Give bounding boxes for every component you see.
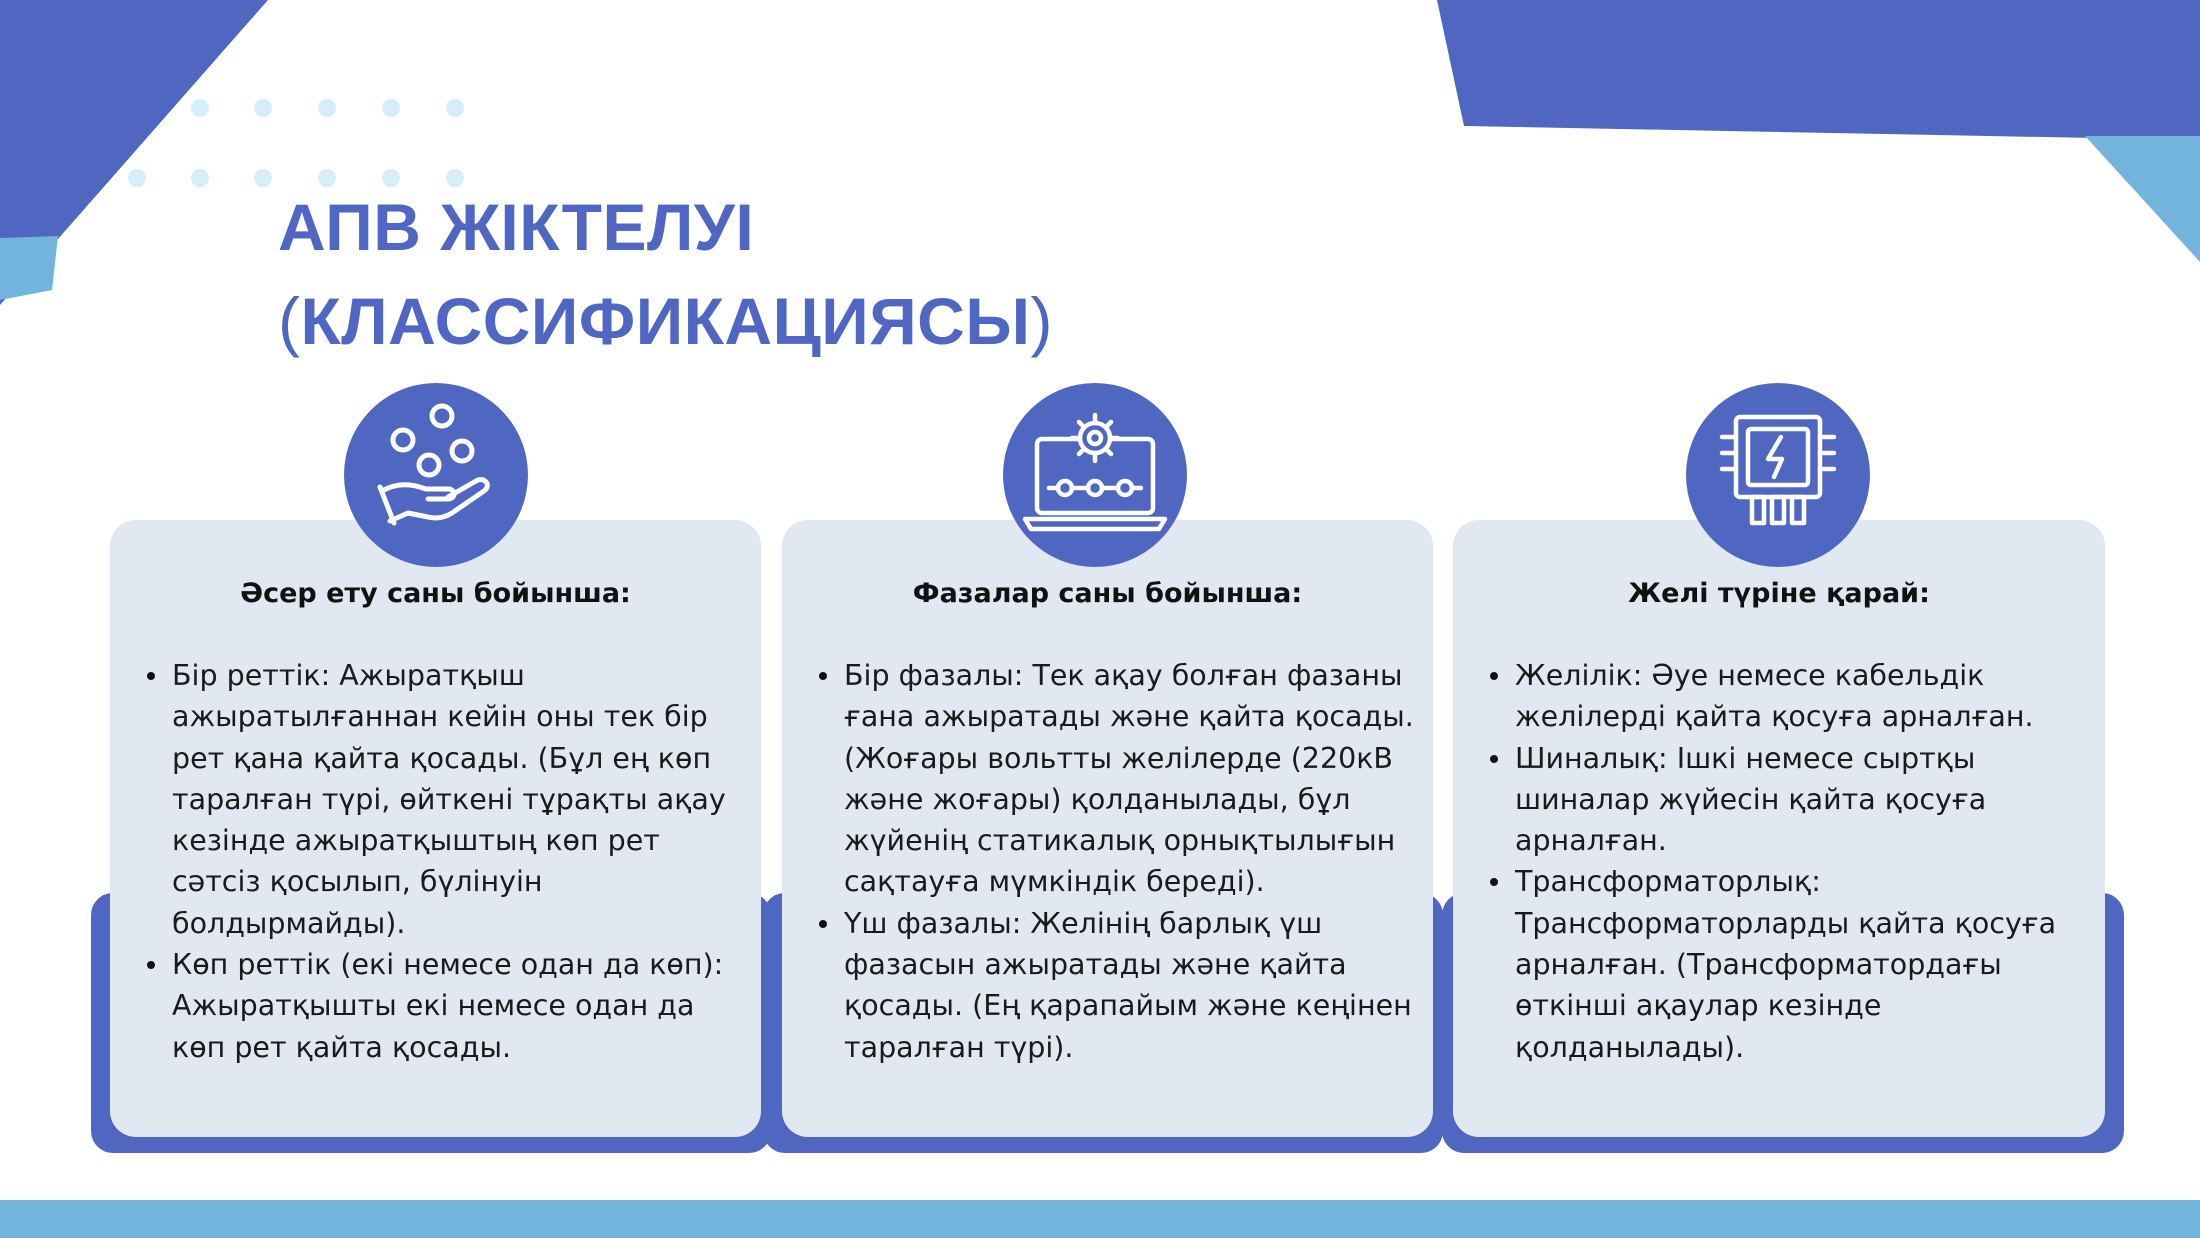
card-heading: Фазалар саны бойынша:: [912, 578, 1303, 609]
card-line-type: [1453, 520, 2105, 1137]
laptop-gear-icon: [1003, 383, 1187, 567]
card-impact-count: [110, 520, 761, 1137]
card-list: [1487, 655, 2087, 1068]
list-item: Желілік: Әуе немесе кабельдік желілерді қайта қосуға арналған.: [1515, 655, 2087, 738]
title-main: АПВ ЖІКТЕЛУІ: [278, 190, 755, 264]
card-heading: Желі түріне қарай:: [1628, 578, 1930, 609]
card-heading: Әсер ету саны бойынша:: [240, 578, 631, 609]
hand-coins-icon: [344, 383, 528, 567]
card-list: [816, 655, 1415, 1068]
title-sub-line: [278, 274, 1053, 368]
slide-title: [278, 180, 1053, 368]
list-item: Бір фазалы: Тек ақау болған фазаны ғана ажыратады және қайта қосады. (Жоғары вольтты желілерде (220кВ және жоғары) қолданылады, бұл жүйенің статикалық орнықтылығын сақтауға мүмкіндік береді).: [844, 655, 1415, 903]
footer-bar: [0, 1200, 2200, 1238]
list-item: Үш фазалы: Желінің барлық үш фазасын ажыратады және қайта қосады. (Ең қарапайым және кеңінен таралған түрі).: [844, 903, 1415, 1068]
list-item: Бір реттік: Ажыратқыш ажыратылғаннан кейін оны тек бір рет қана қайта қосады. (Бұл ең көп таралған түрі, өйткені тұрақты ақау кезінде ажыратқыштың көп рет сәтсіз қосылып, бүлінуін болдырмайды).: [172, 655, 743, 944]
title-sub: КЛАССИФИКАЦИЯСЫ: [300, 284, 1031, 358]
list-item: Трансформаторлық: Трансформаторларды қайта қосуға арналған. (Трансформатордағы өткінші ақаулар кезінде қолданылады).: [1515, 861, 2087, 1067]
list-item: Көп реттік (екі немесе одан да көп): Ажыратқышты екі немесе одан да көп рет қайта қосады.: [172, 944, 743, 1068]
dot-pattern: [128, 99, 464, 187]
card-phase-count: [782, 520, 1433, 1137]
title-paren-open: (: [278, 284, 301, 358]
card-list: [144, 655, 743, 1068]
title-paren-close: ): [1030, 284, 1053, 358]
power-module-icon: [1686, 383, 1870, 567]
list-item: Шиналық: Ішкі немесе сыртқы шиналар жүйесін қайта қосуға арналған.: [1515, 738, 2087, 862]
